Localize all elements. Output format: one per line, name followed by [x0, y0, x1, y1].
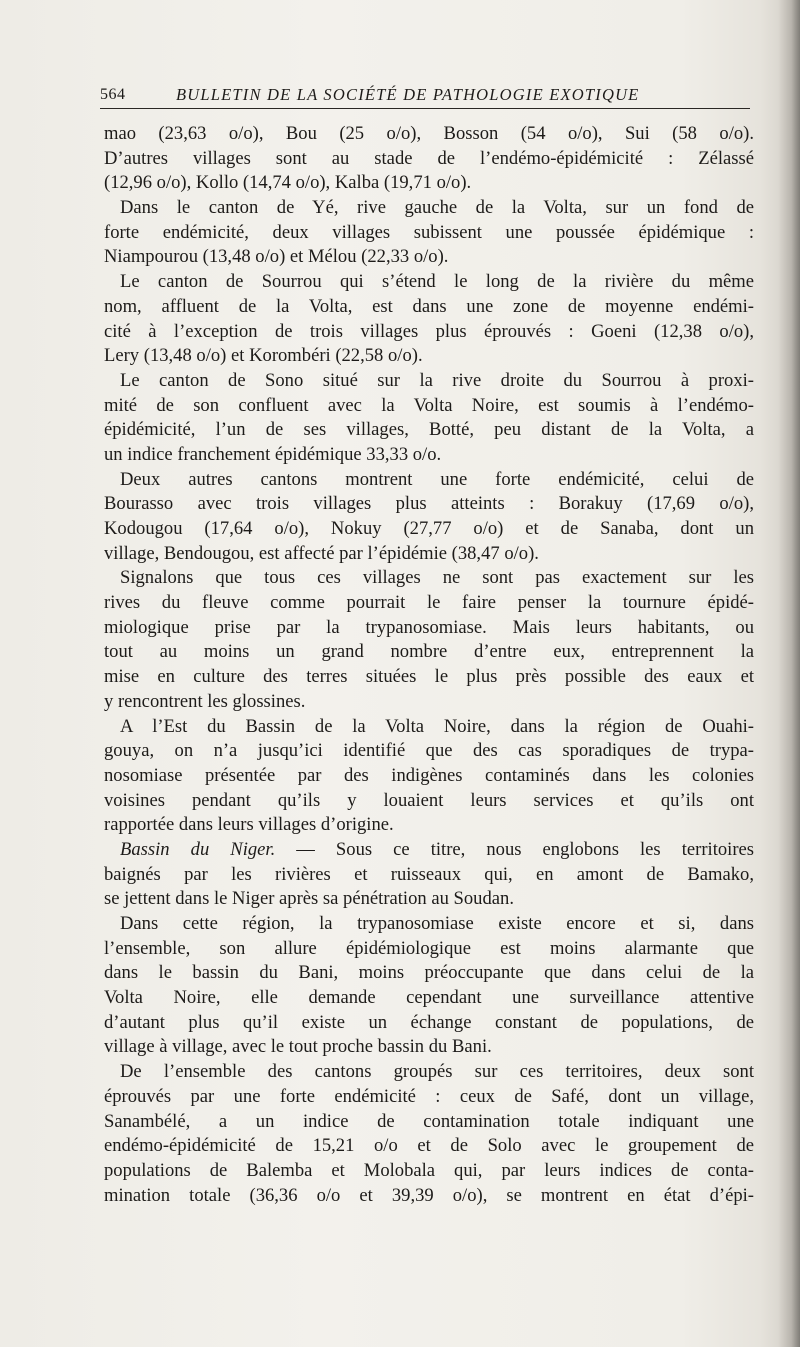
text-line: mise en culture des terres situées le plus près possible des eaux et [104, 666, 754, 688]
text-line: Le canton de Sono situé sur la rive droite du Sourrou à proxi- [120, 369, 754, 391]
text-line: Dans le canton de Yé, rive gauche de la Volta, sur un fond de [120, 197, 754, 219]
text-line: mité de son confluent avec la Volta Noire, est soumis à l’endémo- [104, 394, 754, 416]
text-line: d’autant plus qu’il existe un échange constant de populations, de [104, 1011, 754, 1033]
header-rule [100, 108, 750, 109]
text-line: Dans cette région, la trypanosomiase existe encore et si, dans [120, 913, 754, 934]
section-heading: Bassin du Niger. [120, 838, 276, 860]
text-line-section-heading: Bassin du Niger. — Sous ce titre, nous englobons les territoires [120, 838, 754, 860]
text-line: l’ensemble, son allure épidémiologique est moins alarmante que [104, 937, 754, 959]
text-line: rapportée dans leurs villages d’origine. [104, 814, 394, 836]
text-line: village à village, avec le tout proche bassin du Bani. [104, 1036, 492, 1058]
text-line: se jettent dans le Niger après sa pénétration au Soudan. [104, 888, 514, 910]
text-line: cité à l’exception de trois villages plus éprouvés : Goeni (12,38 o/o), [104, 320, 754, 342]
text-line: un indice franchement épidémique 33,33 o/o. [104, 443, 442, 465]
text-line: voisines pendant qu’ils y louaient leurs services et qu’ils ont [104, 789, 754, 811]
text-line: Niampourou (13,48 o/o) et Mélou (22,33 o/o). [104, 246, 449, 268]
text-line: Signalons que tous ces villages ne sont pas exactement sur les [120, 567, 754, 589]
text-line: mination totale (36,36 o/o et 39,39 o/o), se montrent en état d’épi- [104, 1184, 754, 1206]
text-line: rives du fleuve comme pourrait le faire penser la tournure épidé- [104, 592, 754, 614]
text-line: tout au moins un grand nombre d’entre eux, entreprennent la [104, 641, 754, 663]
text-line: Le canton de Sourrou qui s’étend le long de la rivière du même [120, 271, 754, 293]
page-edge-shadow [778, 0, 800, 1347]
text-line: Deux autres cantons montrent une forte endémicité, celui de [120, 468, 754, 490]
text-line: mao (23,63 o/o), Bou (25 o/o), Bosson (54 o/o), Sui (58 o/o). [104, 123, 754, 144]
text-line: D’autres villages sont au stade de l’endémo-épidémicité : Zélassé [104, 147, 754, 169]
text-line: (12,96 o/o), Kollo (14,74 o/o), Kalba (19,71 o/o). [104, 172, 472, 194]
running-head [100, 82, 750, 108]
text-line: dans le bassin du Bani, moins préoccupante que dans celui de la [104, 962, 754, 984]
text-line: gouya, on n’a jusqu’ici identifié que des cas sporadiques de trypa- [104, 740, 754, 762]
text-line: Lery (13,48 o/o) et Korombéri (22,58 o/o). [104, 345, 423, 367]
text-line: baignés par les rivières et ruisseaux qui, en amont de Bamako, [104, 863, 754, 885]
text-line: De l’ensemble des cantons groupés sur ces territoires, deux sont [120, 1061, 754, 1083]
text-line: Kodougou (17,64 o/o), Nokuy (27,77 o/o) et de Sanaba, dont un [104, 518, 754, 539]
text-line: village, Bendougou, est affecté par l’épidémie (38,47 o/o). [104, 542, 539, 564]
text-line: A l’Est du Bassin de la Volta Noire, dans la région de Ouahi- [120, 715, 754, 737]
text-line: éprouvés par une forte endémicité : ceux de Safé, dont un village, [104, 1085, 754, 1107]
page-number: 564 [100, 86, 126, 103]
text-line: nom, affluent de la Volta, est dans une zone de moyenne endémi- [104, 295, 754, 317]
text-line: forte endémicité, deux villages subissent une poussée épidémique : [104, 221, 754, 243]
text-line: miologique prise par la trypanosomiase. Mais leurs habitants, ou [104, 616, 754, 638]
text-line: Volta Noire, elle demande cependant une surveillance attentive [104, 987, 754, 1009]
text-line: Sanambélé, a un indice de contamination totale indiquant une [104, 1110, 754, 1132]
text-line: épidémicité, l’un de ses villages, Botté, peu distant de la Volta, a [104, 419, 754, 441]
text-line: nosomiase présentée par des indigènes contaminés dans les colonies [104, 764, 754, 786]
journal-title: BULLETIN DE LA SOCIÉTÉ DE PATHOLOGIE EXOTIQUE [176, 85, 640, 104]
text-line: endémo-épidémicité de 15,21 o/o et de Solo avec le groupement de [104, 1135, 754, 1157]
text-line: Bourasso avec trois villages plus atteints : Borakuy (17,69 o/o), [104, 493, 754, 515]
text-line: y rencontrent les glossines. [104, 690, 306, 712]
text-line: populations de Balemba et Molobala qui, par leurs indices de conta- [104, 1159, 754, 1181]
body-text [104, 122, 754, 1208]
